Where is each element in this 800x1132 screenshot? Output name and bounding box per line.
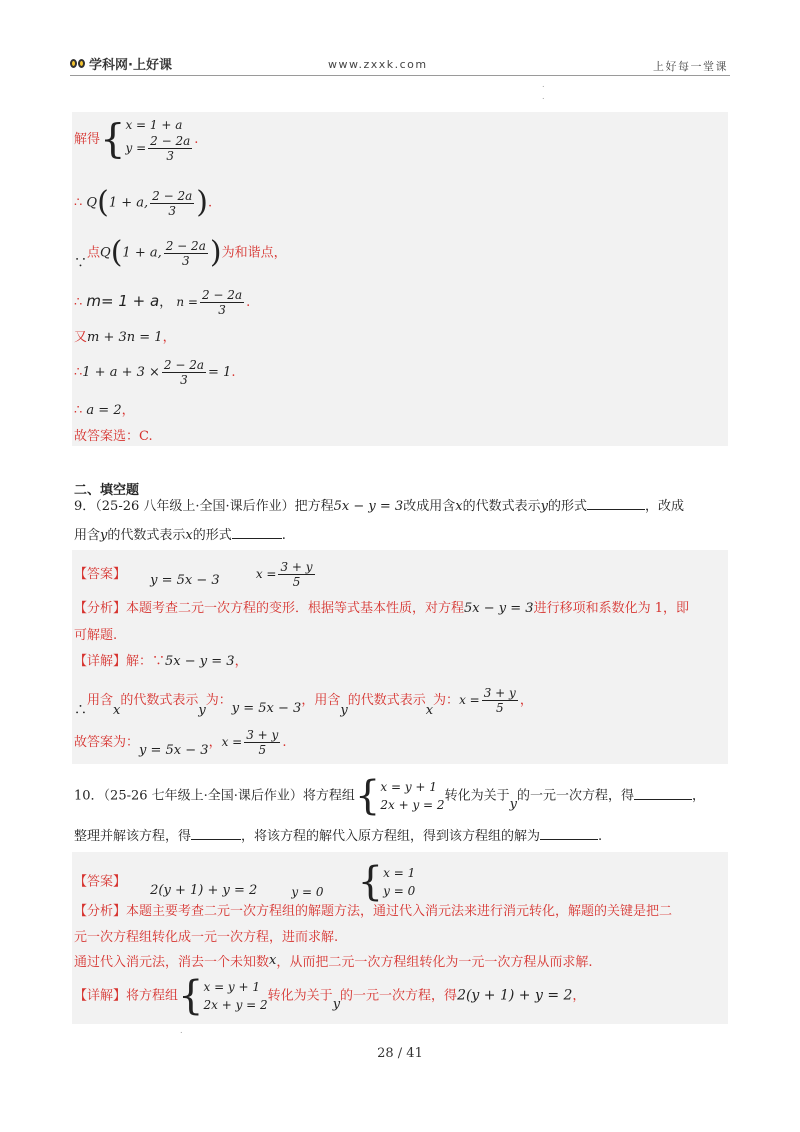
q10-answer <box>74 859 416 905</box>
text: 本题主要考查二元一次方程组的解题方法，通过代入消元法来进行消元转化，解题的关键是把二 <box>126 904 673 919</box>
q10-analysis-line-2: 元一次方程组转化成一元一次方程，进而求解. <box>74 930 339 945</box>
q9-detail-line-3 <box>74 728 286 757</box>
numerator: 2 − 2a <box>201 288 243 302</box>
answer-blank <box>232 525 282 539</box>
q9-line-1 <box>74 496 684 517</box>
analysis-label: 【分析】 <box>74 601 127 616</box>
therefore-symbol: ∴ <box>74 403 83 418</box>
var: y <box>198 703 206 718</box>
var: y <box>509 796 517 812</box>
text: 本题考查二元一次方程的变形．根据等式基本性质，对方程 <box>126 601 465 616</box>
text: . <box>207 195 213 211</box>
brace: { <box>100 116 126 163</box>
solution-line-2 <box>74 185 213 220</box>
var: x <box>185 528 193 543</box>
eq: = 1 <box>208 365 232 380</box>
text: 解：∵ <box>126 654 166 669</box>
q9-detail-line-1 <box>74 653 248 671</box>
text: ， <box>121 403 135 418</box>
var: x <box>269 953 277 968</box>
because-symbol: ∵ <box>74 255 88 271</box>
eq: x = <box>459 693 480 707</box>
var: x <box>425 703 434 718</box>
text: . <box>598 829 603 844</box>
paren: ( <box>110 235 123 270</box>
paren: ( <box>97 185 109 220</box>
eq: x = y + 1 <box>380 780 437 794</box>
text: （25-26 八年级上·全国·课后作业）把方程 <box>95 499 334 514</box>
logo-owl-icon <box>70 57 86 71</box>
brace: { <box>354 773 381 819</box>
var: y <box>332 996 341 1012</box>
eq: 2(y + 1) + y = 2 <box>457 987 573 1004</box>
var: y <box>540 499 548 514</box>
text: ， <box>519 693 533 708</box>
fraction <box>148 134 192 163</box>
eq: 5x − y = 3 <box>464 601 534 616</box>
paren: ) <box>209 235 222 270</box>
eq: 5x − y = 3 <box>333 499 404 514</box>
eq: y = 5x − 3 <box>139 743 209 758</box>
var: x <box>455 499 463 514</box>
text: 通过代入消元法，消去一个未知数 <box>74 955 270 970</box>
denominator: 3 <box>180 373 188 387</box>
therefore-symbol: ∴ <box>74 703 88 718</box>
fraction <box>162 358 206 387</box>
text: ， <box>691 788 705 804</box>
text: . <box>282 735 287 750</box>
fraction <box>244 728 280 757</box>
equation-system <box>125 116 194 163</box>
text: ，用含 <box>301 693 341 708</box>
coord: 1 + a, <box>108 195 149 211</box>
artifact-dot: . <box>180 1026 183 1035</box>
answer-blank <box>587 496 645 510</box>
text: ， <box>572 988 586 1004</box>
brace: { <box>178 973 204 1019</box>
logo-text: 学科网·上好课 <box>89 58 172 73</box>
text: （25-26 七年级上·全国·课后作业）将方程组 <box>103 788 355 804</box>
text: 解得 <box>74 132 101 147</box>
eq: x = <box>221 735 243 749</box>
text: 为： <box>205 693 232 708</box>
text: ， <box>162 330 176 345</box>
text: . <box>281 528 286 543</box>
brace: { <box>357 859 384 905</box>
var: y <box>100 528 108 543</box>
solution-line-1 <box>74 116 198 163</box>
eq: y = <box>125 141 147 155</box>
therefore-symbol: ∴ <box>74 295 83 310</box>
solution-line-7 <box>74 402 135 420</box>
q9-line-2 <box>74 525 286 546</box>
eq: y = 0 <box>383 884 416 898</box>
text: ， <box>159 295 173 310</box>
text: 进行移项和系数化为 1，即 <box>533 601 689 616</box>
q9-analysis-line-2: 可解题. <box>74 628 118 643</box>
denominator: 3 <box>181 253 190 268</box>
eq: n = <box>176 295 198 309</box>
equation-system <box>380 778 444 814</box>
page-number: 28 / 41 <box>377 1046 423 1061</box>
text: . <box>231 365 236 380</box>
answer-label: 【答案】 <box>74 567 127 582</box>
text: 转化为关于 <box>444 788 510 804</box>
question-number: 10． <box>74 788 104 804</box>
answer-blank <box>540 826 598 840</box>
denominator: 5 <box>495 701 504 715</box>
text: . <box>246 295 251 310</box>
equation-system <box>383 864 415 900</box>
text: 将方程组 <box>126 988 179 1004</box>
fraction <box>200 288 244 317</box>
eq: y = 5x − 3 <box>231 701 302 716</box>
text: 的代数式表示 <box>347 693 426 708</box>
solution-line-3 <box>74 235 287 271</box>
denominator: 3 <box>218 303 226 317</box>
site-url: www.zxxk.com <box>328 58 428 71</box>
question-number: 9． <box>74 499 96 514</box>
text: 整理并解该方程，得 <box>74 829 192 844</box>
eq: m + 3n = 1 <box>87 330 163 345</box>
text: 用含 <box>74 528 101 543</box>
answer-label: 【答案】 <box>74 874 127 890</box>
eq: 2x + y = 2 <box>380 798 445 812</box>
eq: x = y + 1 <box>203 980 261 994</box>
text: 的一元一次方程，得 <box>516 788 634 804</box>
eq: m= 1 + a <box>86 292 160 310</box>
header-slogan: 上好每一堂课 <box>653 60 728 73</box>
eq: 5x − y = 3 <box>165 654 235 669</box>
answer-value: y = 5x − 3 <box>150 573 220 588</box>
var: x <box>113 703 121 718</box>
numerator: 2 − 2a <box>150 134 191 148</box>
solution-line-4 <box>74 288 250 317</box>
therefore-symbol: ∴ <box>74 195 83 211</box>
text: ，将该方程的解代入原方程组，得到该方程组的解为 <box>241 829 541 844</box>
answer-blank <box>191 826 241 840</box>
text: 为和谐点， <box>221 245 287 261</box>
eq: x = 1 + a <box>125 118 183 132</box>
denominator: 5 <box>292 575 301 589</box>
text: 转化为关于 <box>267 988 333 1004</box>
text: ， <box>234 654 248 669</box>
coord: 1 + a, <box>122 245 162 261</box>
fraction <box>150 189 194 218</box>
fraction <box>278 560 314 589</box>
paren: ) <box>196 185 208 220</box>
q9-detail-line-2 <box>74 686 533 718</box>
text: 的形式 <box>192 528 232 543</box>
page-header <box>70 54 730 76</box>
text: . <box>194 132 199 147</box>
text: ， <box>208 735 222 750</box>
numerator: 3 + y <box>483 686 516 700</box>
solution-line-6 <box>74 358 235 387</box>
eq: 1 + a + 3 × <box>82 365 160 380</box>
detail-label: 【详解】 <box>74 988 127 1004</box>
answer-value: 2(y + 1) + y = 2 <box>150 882 258 898</box>
text: 的一元一次方程，得 <box>340 988 458 1004</box>
text: ，改成 <box>644 499 684 514</box>
q9-analysis-line-1 <box>74 600 689 618</box>
analysis-label: 【分析】 <box>74 904 127 919</box>
detail-label: 【详解】 <box>74 654 127 669</box>
solution-conclusion: 故答案选：C. <box>74 429 153 444</box>
therefore-symbol: ∴ <box>74 365 83 380</box>
eq: a = 2 <box>86 403 122 418</box>
equation-system <box>203 978 267 1014</box>
q10-analysis-line-1 <box>74 903 672 921</box>
eq: 2x + y = 2 <box>203 998 268 1012</box>
q10-detail-line-1 <box>74 973 586 1019</box>
text: 的形式 <box>547 499 587 514</box>
q10-line-2 <box>74 826 602 847</box>
denominator: 5 <box>258 743 267 757</box>
numerator: 2 − 2a <box>165 238 206 253</box>
text: 又 <box>74 330 88 345</box>
numerator: 3 + y <box>246 728 279 742</box>
q10-line-1 <box>74 773 705 819</box>
fraction <box>164 239 208 268</box>
answer-value: x = <box>255 567 277 581</box>
artifact-dot: . <box>542 92 545 101</box>
answer-value: y = 0 <box>291 884 324 899</box>
logo <box>70 54 172 73</box>
numerator: 3 + y <box>280 560 313 574</box>
text: 点 <box>87 245 101 261</box>
eq: x = 1 <box>383 866 416 880</box>
text: 改成用含 <box>403 499 456 514</box>
point-label: Q <box>86 195 98 211</box>
text: 故答案为： <box>74 735 140 750</box>
numerator: 2 − 2a <box>152 188 193 203</box>
denominator: 3 <box>168 203 176 218</box>
text: ，从而把二元一次方程组转化为一元一次方程从而求解. <box>276 955 593 970</box>
text: 用含 <box>87 693 114 708</box>
section-title: 二、填空题 <box>74 483 140 498</box>
text: 的代数式表示 <box>462 499 541 514</box>
var: y <box>340 703 348 718</box>
point-label: Q <box>100 245 111 261</box>
fraction <box>482 686 518 715</box>
q9-answer <box>74 560 317 589</box>
solution-line-5 <box>74 329 176 347</box>
q10-analysis-line-3 <box>74 954 593 972</box>
artifact-dot: . <box>542 80 545 89</box>
text: 的代数式表示 <box>120 693 199 708</box>
text: 的代数式表示 <box>107 528 186 543</box>
denominator: 3 <box>166 149 174 163</box>
text: 为： <box>433 693 460 708</box>
answer-blank <box>634 786 692 800</box>
numerator: 2 − 2a <box>163 358 205 372</box>
